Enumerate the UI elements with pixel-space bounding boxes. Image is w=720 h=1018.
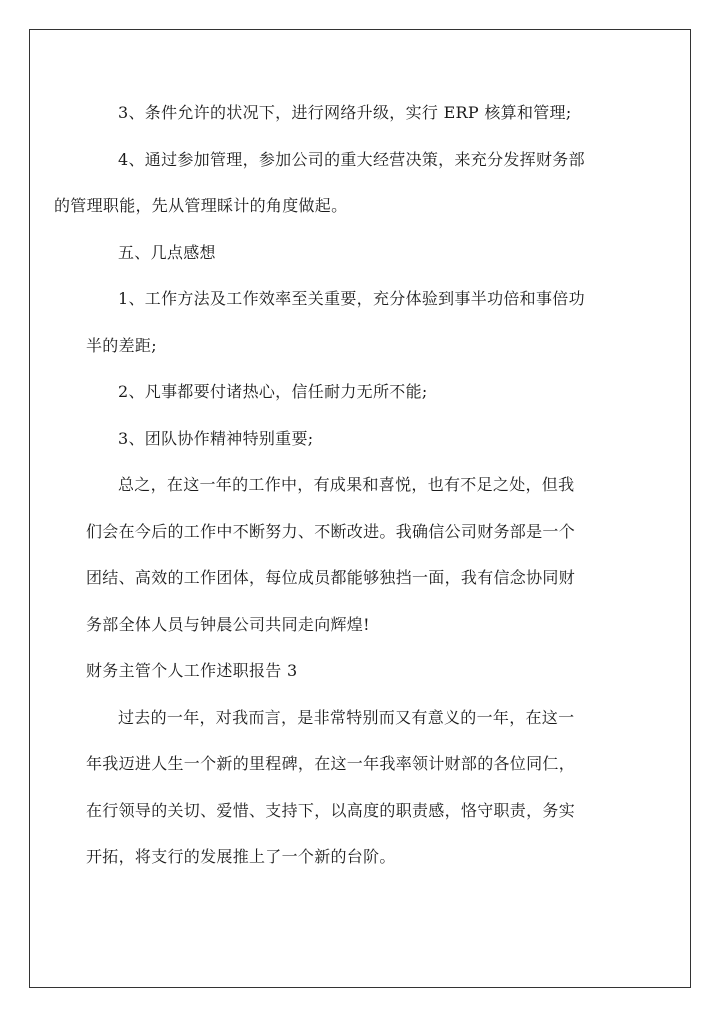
text-line: 半的差距; <box>86 335 157 355</box>
paragraph-participate-management <box>54 137 634 230</box>
text-line: 1、工作方法及工作效率至关重要，充分体验到事半功倍和事倍功 <box>118 289 585 308</box>
text-line: 过去的一年，对我而言，是非常特别而又有意义的一年，在这一 <box>118 707 575 727</box>
text-line: 开拓，将支行的发展推上了一个新的台阶。 <box>86 847 396 866</box>
section-heading-reflections <box>86 230 634 277</box>
text-line: 年我迈进人生一个新的里程碑，在这一年我率领计财部的各位同仁， <box>86 754 576 773</box>
text-line: 3、团队协作精神特别重要; <box>118 428 314 448</box>
text-line: 的管理职能，先从管理睬计的角度做起。 <box>54 196 348 215</box>
paragraph-teamwork <box>86 416 634 463</box>
document-body <box>54 90 634 881</box>
text-line: 2、凡事都要付诸热心，信任耐力无所不能; <box>118 382 428 401</box>
paragraph-enthusiasm <box>86 369 634 416</box>
text-line: 4、通过参加管理，参加公司的重大经营决策，来充分发挥财务部 <box>118 149 585 169</box>
paragraph-work-method <box>86 276 634 369</box>
text-line: 五、几点感想 <box>118 242 216 262</box>
report-title <box>86 648 634 695</box>
text-line: 们会在今后的工作中不断努力、不断改进。我确信公司财务部是一个 <box>86 521 576 541</box>
paragraph-summary <box>86 462 634 648</box>
text-line: 务部全体人员与钟晨公司共同走向辉煌! <box>86 614 370 634</box>
text-line: 3、条件允许的状况下，进行网络升级，实行 ERP 核算和管理; <box>118 103 572 122</box>
text-line: 总之，在这一年的工作中，有成果和喜悦，也有不足之处，但我 <box>118 475 575 494</box>
text-line: 在行领导的关切、爱惜、支持下，以高度的职责感，恪守职责，务实 <box>86 800 576 820</box>
text-line: 团结、高效的工作团体，每位成员都能够独挡一面，我有信念协同财 <box>86 568 576 587</box>
text-line: 财务主管个人工作述职报告 3 <box>86 661 298 680</box>
paragraph-erp-upgrade <box>86 90 634 137</box>
paragraph-past-year <box>86 695 634 881</box>
